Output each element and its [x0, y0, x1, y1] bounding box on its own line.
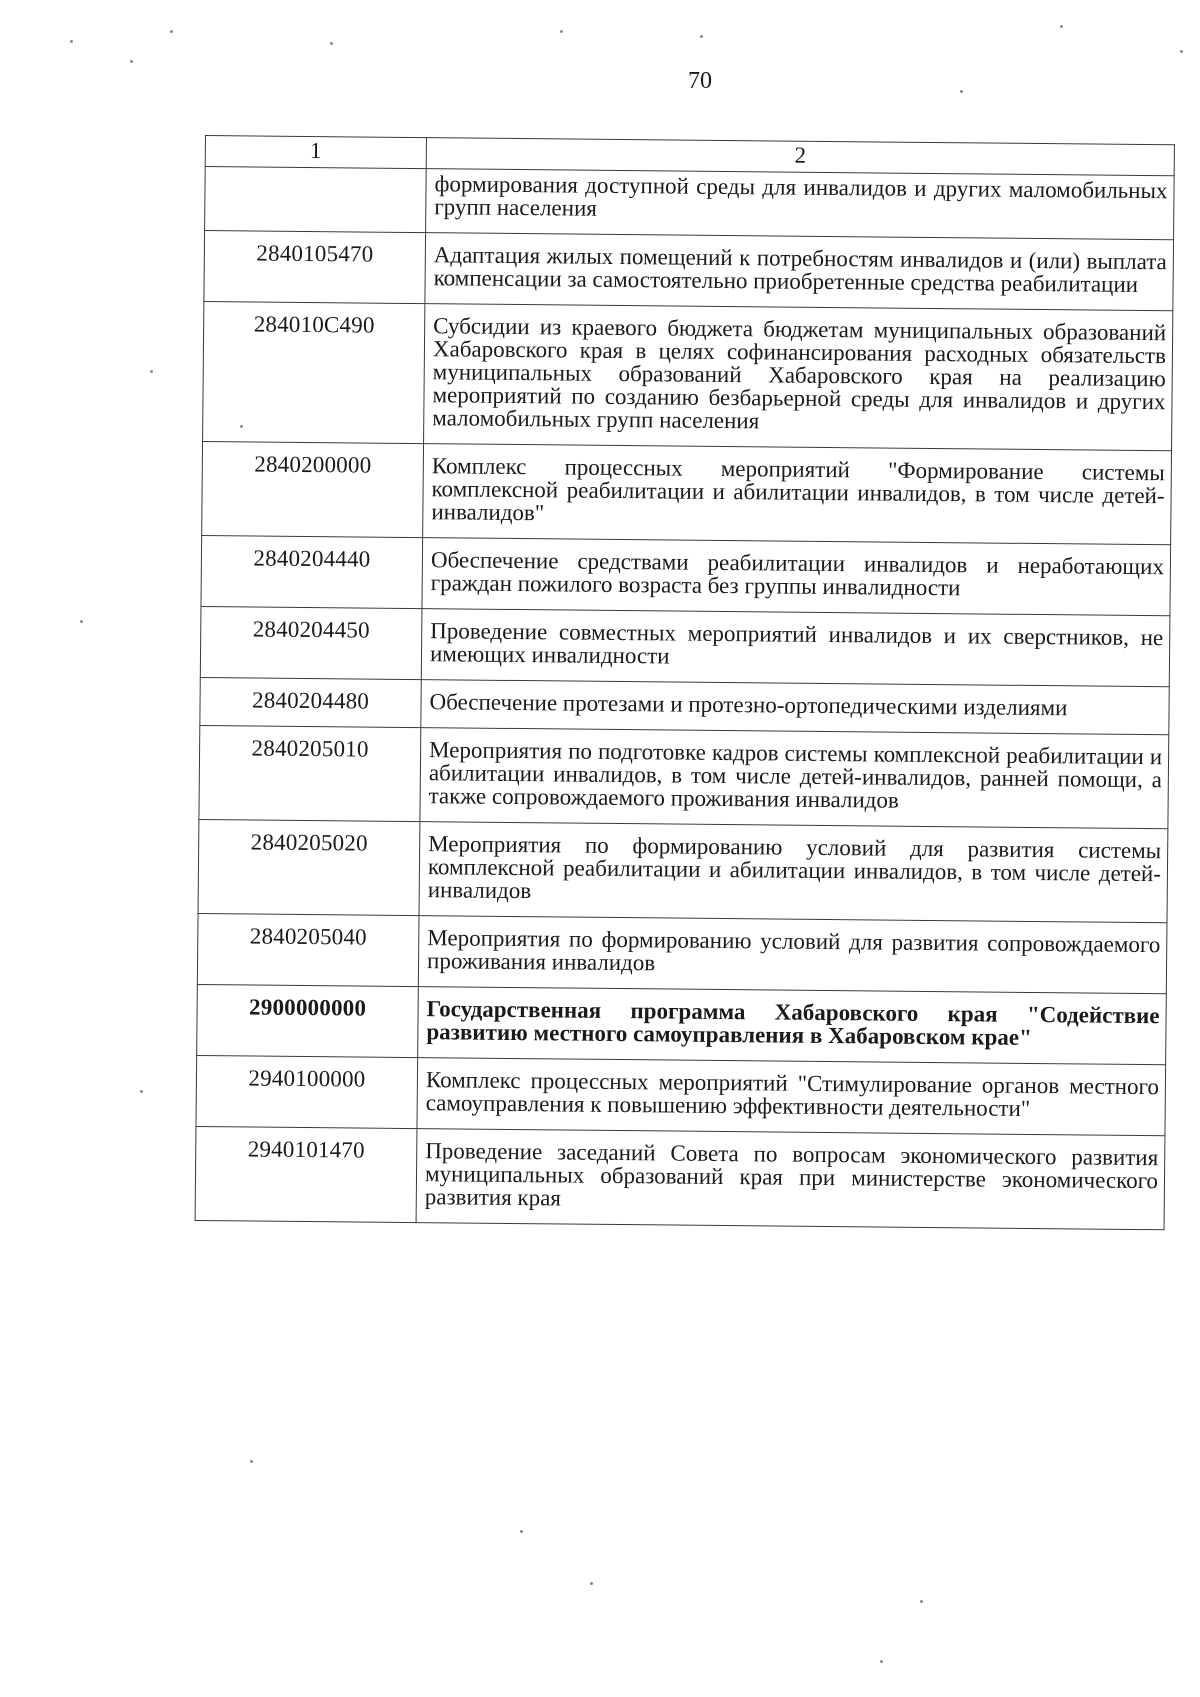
- classification-table: [195, 135, 1175, 1230]
- row-code: 2900000000: [197, 984, 419, 1057]
- table-row: [205, 167, 1175, 240]
- table-row: [195, 1126, 1165, 1229]
- row-code: 2940101470: [195, 1126, 417, 1222]
- row-code: 284010C490: [203, 301, 425, 443]
- table-row: [201, 535, 1171, 615]
- table-row: [203, 301, 1173, 450]
- row-name: Проведение заседаний Совета по вопросам экономического развития муниципальных образований края при министерстве экономического развития края: [416, 1129, 1165, 1230]
- row-name: Обеспечение средствами реабилитации инвалидов и неработающих граждан пожилого возраста без группы инвалидности: [422, 538, 1171, 616]
- row-name: Мероприятия по подготовке кадров системы комплексной реабилитации и абилитации инвалидов, в том числе детей-инвалидов, ранней помощи, а также сопровождаемого проживания инвалидов: [420, 728, 1169, 829]
- row-code: 2840205020: [198, 819, 420, 915]
- row-name: Адаптация жилых помещений к потребностям инвалидов и (или) выплата компенсации за самостоятельно приобретенные средства реабилитации: [425, 233, 1174, 311]
- row-name: формирования доступной среды для инвалидов и других маломобильных групп населения: [426, 169, 1175, 240]
- row-code: 2840205010: [199, 725, 421, 821]
- row-name: Субсидии из краевого бюджета бюджетам муниципальных образований Хабаровского края в целях софинансирования расходных обязательств муниципальных образований Хабаровского края на реализацию мероприятий по созданию безбарьерной среды для инвалидов и других маломобильных групп населения: [424, 304, 1173, 451]
- row-code: 2840204450: [200, 606, 422, 679]
- header-col-2: 2: [426, 138, 1174, 176]
- table-row-program: [197, 984, 1167, 1064]
- row-code: 2840105470: [204, 231, 426, 304]
- table-row: [199, 725, 1169, 828]
- row-name: Комплекс процессных мероприятий "Стимулирование органов местного самоуправления к повышению эффективности деятельности": [417, 1058, 1166, 1136]
- table-row: [196, 1055, 1166, 1135]
- row-name: Государственная программа Хабаровского края "Содействие развитию местного самоуправления в Хабаровском крае": [418, 987, 1167, 1065]
- table-row: [200, 606, 1170, 686]
- row-code: 2940100000: [196, 1055, 418, 1128]
- row-name: Комплекс процессных мероприятий "Формирование системы комплексной реабилитации и абилитации инвалидов, в том числе детей-инвалидов": [423, 444, 1172, 545]
- row-name: Мероприятия по формированию условий для развития системы комплексной реабилитации и абилитации инвалидов, в том числе детей-инвалидов: [419, 822, 1168, 923]
- row-code: [205, 167, 427, 233]
- page-number: 70: [688, 68, 712, 94]
- row-code: 2840200000: [202, 441, 424, 537]
- row-name: Обеспечение протезами и протезно-ортопедическими изделиями: [421, 680, 1169, 735]
- header-col-1: 1: [205, 136, 426, 169]
- row-code: 2840204480: [200, 677, 421, 727]
- row-name: Проведение совместных мероприятий инвалидов и их сверстников, не имеющих инвалидности: [421, 609, 1170, 687]
- row-code: 2840204440: [201, 535, 423, 608]
- table-row: [202, 441, 1172, 544]
- row-code: 2840205040: [197, 913, 419, 986]
- table-row: [198, 819, 1168, 922]
- table-row: [197, 913, 1167, 993]
- table-row: [204, 231, 1174, 311]
- row-name: Мероприятия по формированию условий для развития сопровождаемого проживания инвалидов: [418, 916, 1167, 994]
